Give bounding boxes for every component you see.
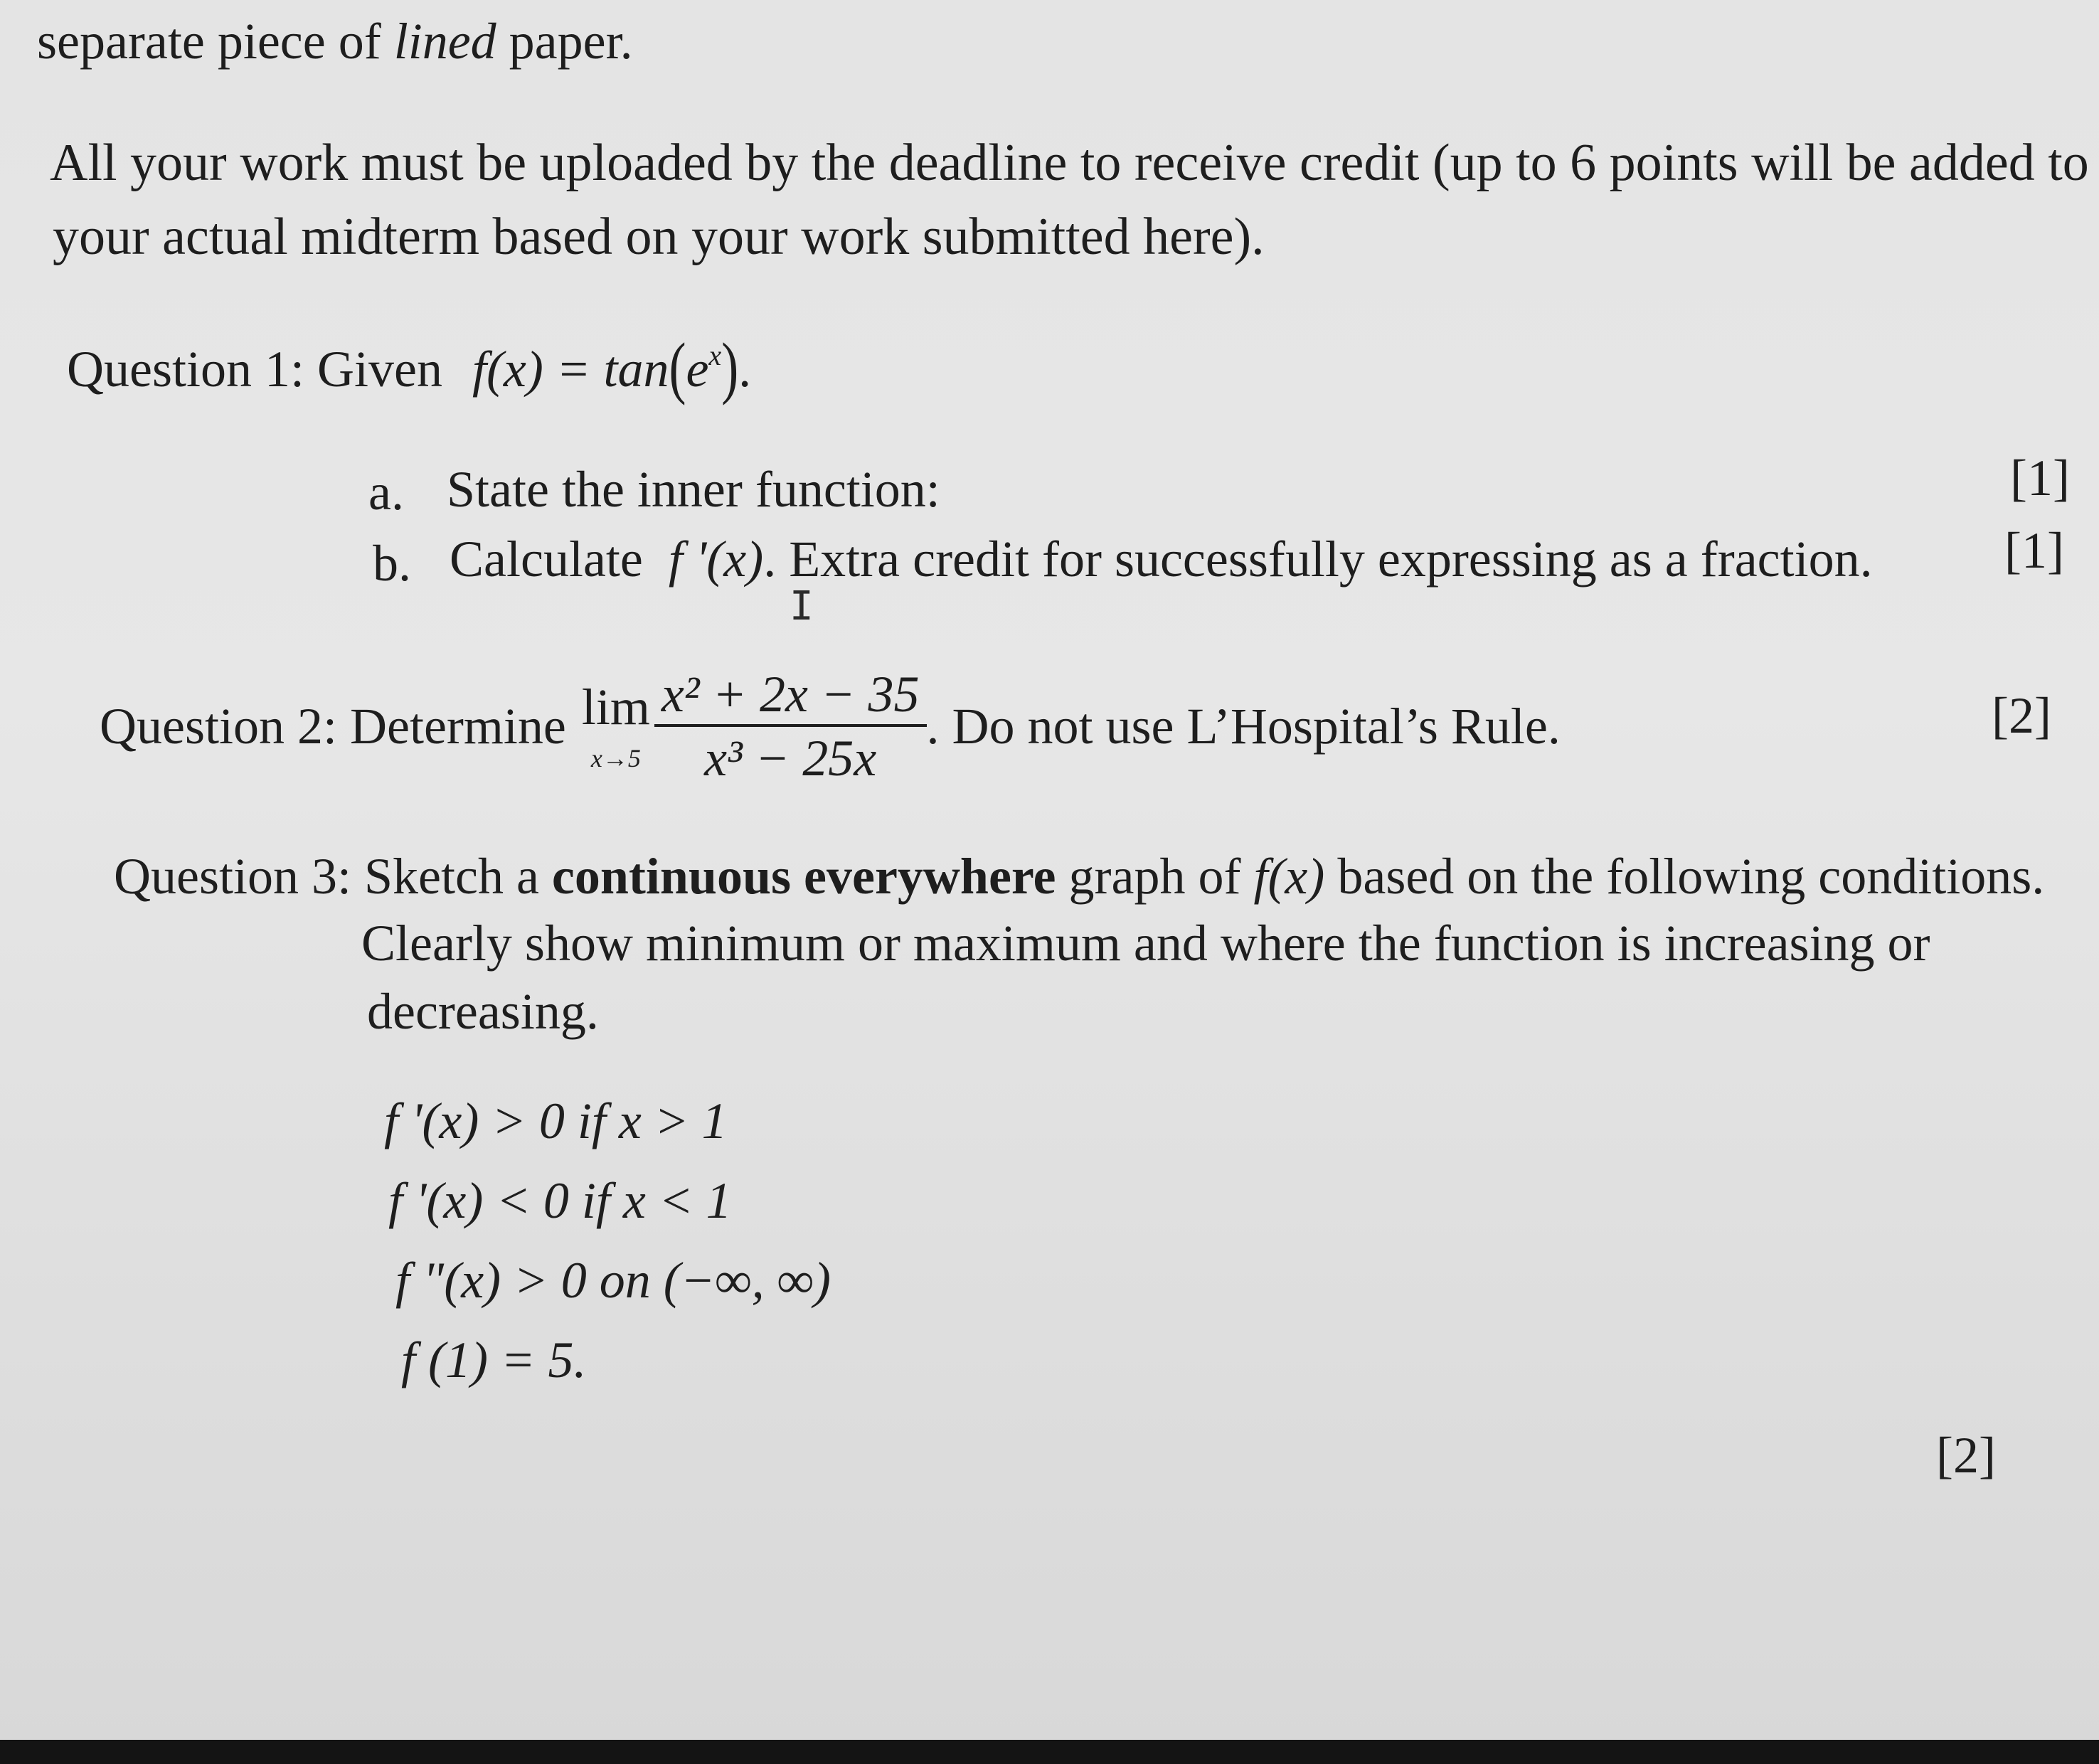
q1-e: e — [686, 341, 709, 398]
q3-fx: f(x) — [1253, 848, 1325, 905]
q3-condition-2: f '(x) < 0 if x < 1 — [388, 1172, 732, 1229]
q2-denominator: x³ − 25x — [704, 730, 877, 787]
q1-period: . — [738, 341, 752, 398]
q2-instruction: . Do not use L’Hospital’s Rule. — [926, 698, 1561, 755]
q3-rest: based on the following conditions. — [1324, 848, 2045, 905]
q3-condition-1: f '(x) > 0 if x > 1 — [384, 1093, 728, 1149]
q1-b-pre: Calculate — [450, 531, 643, 588]
q2-row — [100, 666, 1561, 787]
q1-b-fprime: f '(x) — [668, 531, 764, 588]
q1-a-points: [1] — [2010, 450, 2070, 506]
q3-condition-3: f "(x) > 0 on (−∞, ∞) — [395, 1252, 831, 1309]
intro-text: separate piece of — [37, 13, 394, 70]
intro-line-1: All your work must be uploaded by the deadline to receive credit (up to 6 points will be added to — [50, 134, 2089, 192]
q2-lim-word: lim — [581, 679, 650, 735]
q2-limit — [582, 681, 650, 771]
q1-function-lhs: f(x) = tan — [472, 341, 669, 398]
q2-lim-subscript: x→5 — [590, 744, 641, 772]
q2-points: [2] — [1992, 687, 2051, 744]
q3-points: [2] — [1936, 1427, 1996, 1484]
q3-bold-phrase: continuous everywhere — [551, 848, 1056, 905]
q3-line-3: decreasing. — [367, 983, 599, 1040]
q3-line-2: Clearly show minimum or maximum and where the function is increasing or — [361, 915, 1930, 972]
q1-header — [67, 329, 752, 406]
q1-b-points: [1] — [2004, 522, 2064, 579]
q2-label: Question 2: Determine — [100, 698, 566, 755]
intro-italic-word: lined — [393, 13, 496, 70]
text-cursor-icon: I — [790, 583, 814, 629]
intro-text-end: paper. — [496, 13, 633, 70]
q3-line-1 — [114, 848, 2045, 905]
q1-a-text: State the inner function: — [447, 461, 940, 518]
q1-b-marker: b. — [373, 535, 411, 592]
q1-paren-close: ) — [721, 329, 739, 406]
q3-condition-4: f (1) = 5. — [401, 1332, 587, 1388]
q2-fraction — [654, 666, 927, 787]
q1-label: Question 1: Given — [67, 341, 442, 398]
intro-line-2: your actual midterm based on your work submitted here). — [53, 208, 1265, 266]
monitor-bezel — [0, 1740, 2099, 1764]
q3-mid: graph of — [1056, 848, 1254, 905]
q1-b-text — [450, 531, 1873, 588]
q1-b-rest: . Extra credit for successfully expressing as a fraction. — [763, 531, 1873, 588]
intro-line-0 — [37, 13, 633, 70]
q2-numerator: x² + 2x − 35 — [654, 669, 927, 727]
q3-label: Question 3: Sketch a — [114, 848, 552, 905]
q1-a-marker: a. — [368, 464, 404, 521]
q1-function — [472, 329, 752, 406]
q1-exponent: x — [708, 339, 722, 371]
q1-paren-open: ( — [669, 329, 686, 406]
